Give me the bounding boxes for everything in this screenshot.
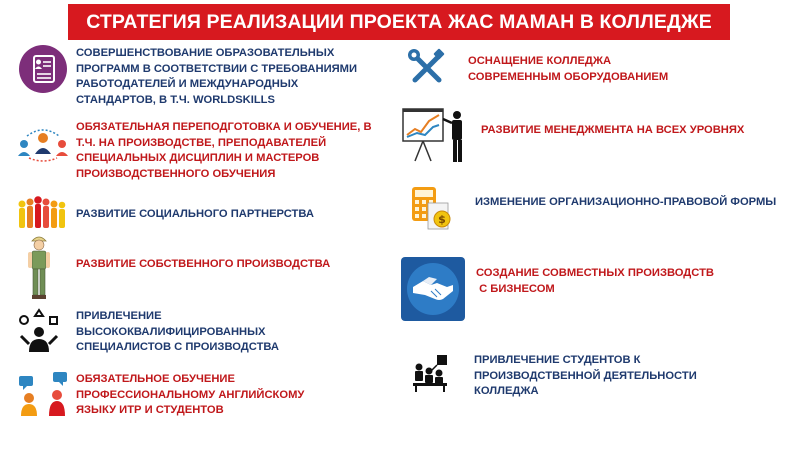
left-item-6-text: ОБЯЗАТЕЛЬНОЕ ОБУЧЕНИЕ ПРОФЕССИОНАЛЬНОМУ АНГЛИЙСКОМУ ЯЗЫКУ ИТР И СТУДЕНТОВ [76,373,305,416]
document-presenter-icon [12,44,74,94]
right-item-3-text: ИЗМЕНЕНИЕ ОРГАНИЗАЦИОННО-ПРАВОВОЙ ФОРМЫ [475,196,777,208]
page-title: СТРАТЕГИЯ РЕАЛИЗАЦИИ ПРОЕКТА ЖАС МАМАН В КОЛЛЕДЖЕ [68,4,730,40]
calculator-money-icon [404,182,458,232]
presentation-board-icon [398,104,472,166]
right-item-2-text: РАЗВИТИЕ МЕНЕДЖМЕНТА НА ВСЕХ УРОВНЯХ [481,124,745,136]
svg-text:$: $ [438,213,446,226]
left-item-5-text: ПРИВЛЕЧЕНИЕ ВЫСОКОКВАЛИФИЦИРОВАННЫХ СПЕЦИАЛИСТОВ С ПРОИЗВОДСТВА [76,310,280,353]
people-network-icon [12,118,74,170]
right-item-5-text: ПРИВЛЕЧЕНИЕ СТУДЕНТОВ К ПРОИЗВОДСТВЕННОЙ ДЕЯТЕЛЬНОСТИ КОЛЛЕДЖА [474,354,697,397]
handshake-icon [401,257,465,321]
wrench-screwdriver-icon [404,46,450,90]
left-item-3-text: РАЗВИТИЕ СОЦИАЛЬНОГО ПАРТНЕРСТВА [76,208,314,220]
left-item-2-text: ОБЯЗАТЕЛЬНАЯ ПЕРЕПОДГОТОВКА И ОБУЧЕНИЕ, В Т.Ч. НА ПРОИЗВОДСТВЕ, ПРЕПОДАВАТЕЛЕЙ СПЕЦИАЛЬНЫХ ДИСЦИПЛИН И МАСТЕРОВ ПРОИЗВОДСТВЕННОГО ОБУЧЕНИЯ [76,121,372,180]
right-item-1-text: ОСНАЩЕНИЕ КОЛЛЕДЖА СОВРЕМЕННЫМ ОБОРУДОВАНИЕМ [468,55,669,83]
language-chat-icon [12,368,74,420]
worker-icon [22,231,56,301]
left-item-1-text: СОВЕРШЕНСТВОВАНИЕ ОБРАЗОВАТЕЛЬНЫХ ПРОГРАММ В СООТВЕТСТВИИ С ТРЕБОВАНИЯМИ РАБОТОДАТЕЛЕЙ И МЕЖДУНАРОДНЫХ СТАНДАРТОВ, В Т.Ч. WORLDSKILLS [76,47,358,106]
left-item-4-text: РАЗВИТИЕ СОБСТВЕННОГО ПРОИЗВОДСТВА [76,258,331,270]
students-class-icon [410,352,452,394]
right-item-4-text: СОЗДАНИЕ СОВМЕСТНЫХ ПРОИЗВОДСТВ С БИЗНЕСОМ [476,267,714,295]
specialist-shapes-icon [14,306,64,354]
